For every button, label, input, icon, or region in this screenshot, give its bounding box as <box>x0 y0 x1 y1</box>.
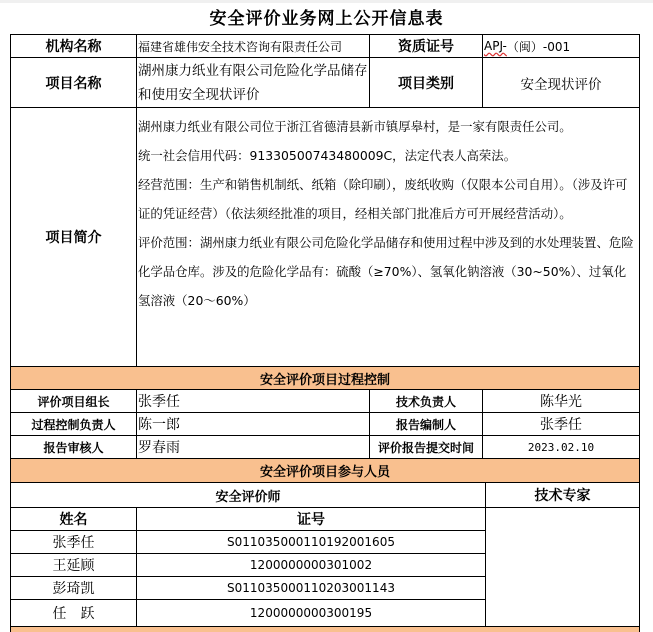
top-strip <box>0 0 653 3</box>
page-title: 安全评价业务网上公开信息表 <box>209 9 444 29</box>
next-section-strip <box>10 627 640 632</box>
category-label: 项目类别 <box>369 57 483 108</box>
process-value: 罗春雨 <box>136 435 370 459</box>
expert-cell <box>485 507 640 627</box>
process-value: 张季任 <box>136 389 370 413</box>
process-value: 2023.02.10 <box>482 435 640 459</box>
intro-label: 项目简介 <box>10 107 137 367</box>
org-value: 福建省雄伟安全技术咨询有限责任公司 <box>136 34 370 58</box>
process-value: 陈一郎 <box>136 412 370 436</box>
cert-prefix: APJ- <box>484 39 507 53</box>
project-label: 项目名称 <box>10 57 137 108</box>
intro-paragraph: 统一社会信用代码：91330500743480009C，法定代表人高荣法。 <box>138 148 517 163</box>
evaluator-header: 安全评价师 <box>10 482 486 508</box>
participants-section-header: 安全评价项目参与人员 <box>10 458 640 483</box>
org-label: 机构名称 <box>10 34 137 58</box>
intro-paragraph: 经营范围：生产和销售机制纸、纸箱（除印刷），废纸收购（仅限本公司自用）。（涉及许可证的凭证经营）（依法须经批准的项目，经相关部门批准后方可开展经营活动）。 <box>138 177 628 221</box>
person-name: 彭琦凯 <box>10 576 137 600</box>
person-cert: S011035000110192001605 <box>136 530 486 554</box>
person-name: 任 跃 <box>10 599 137 627</box>
category-value: 安全现状评价 <box>482 57 640 108</box>
process-label: 报告审核人 <box>10 435 137 459</box>
intro-content <box>136 107 640 367</box>
person-cert: 1200000000300195 <box>136 599 486 627</box>
process-label: 技术负责人 <box>369 389 483 413</box>
name-column-header: 姓名 <box>10 507 137 531</box>
process-label: 过程控制负责人 <box>10 412 137 436</box>
person-cert: S011035000110203001143 <box>136 576 486 600</box>
person-cert: 1200000000301002 <box>136 553 486 577</box>
cert-value <box>482 34 640 58</box>
process-label: 评价项目组长 <box>10 389 137 413</box>
process-value: 陈华光 <box>482 389 640 413</box>
intro-paragraph: 评价范围：湖州康力纸业有限公司危险化学品储存和使用过程中涉及到的水处理装置、危险化学品仓库。涉及的危险化学品有：硫酸（≥70%）、氢氧化钠溶液（30~50%）、过氧化氢溶液（20～60%） <box>138 235 634 308</box>
process-label: 评价报告提交时间 <box>369 435 483 459</box>
expert-header: 技术专家 <box>485 482 640 508</box>
cert-column-header: 证号 <box>136 507 486 531</box>
person-name: 王延顾 <box>10 553 137 577</box>
project-value: 湖州康力纸业有限公司危险化学品储存和使用安全现状评价 <box>136 57 370 108</box>
process-section-header: 安全评价项目过程控制 <box>10 366 640 390</box>
cert-label: 资质证号 <box>369 34 483 58</box>
cert-rest: （闽）-001 <box>506 39 571 54</box>
person-name: 张季任 <box>10 530 137 554</box>
process-value: 张季任 <box>482 412 640 436</box>
process-label: 报告编制人 <box>369 412 483 436</box>
intro-paragraph: 湖州康力纸业有限公司位于浙江省德清县新市镇厚皋村，是一家有限责任公司。 <box>138 119 572 134</box>
